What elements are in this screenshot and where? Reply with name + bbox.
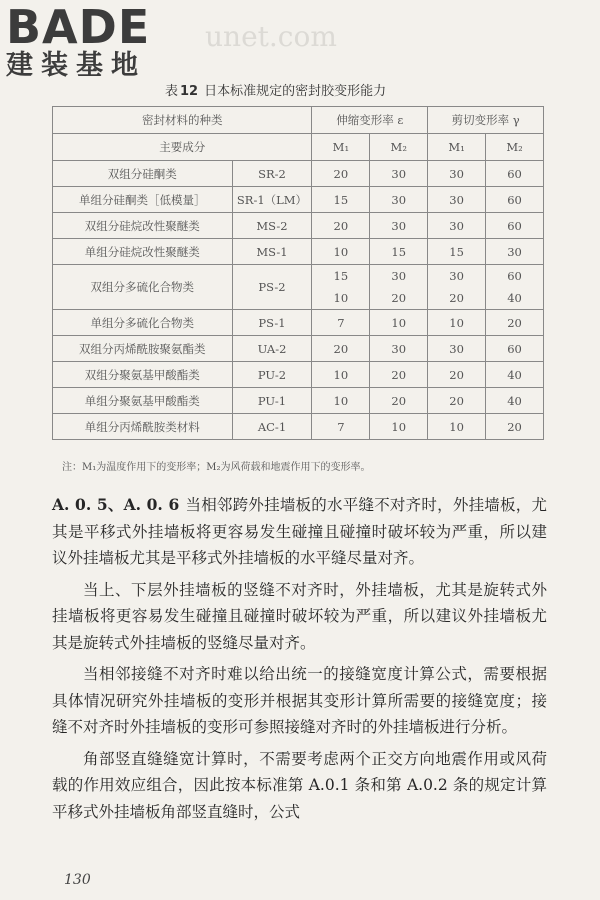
table-row [53,388,544,414]
table-row [53,336,544,362]
stretch-m2: 30 [370,213,428,239]
table-row [53,239,544,265]
value-bottom: 40 [507,291,522,305]
shear-m1 [428,265,486,310]
material-code: SR-1（LM） [232,187,312,213]
paragraph-1 [52,492,547,572]
stretch-m1: 20 [312,336,370,362]
shear-m2: 60 [486,336,544,362]
body-text [52,492,547,830]
logo-wordmark: BADE [6,0,151,54]
header-stretch: 伸缩变形率 ε [312,107,428,134]
header-shear: 剪切变形率 γ [428,107,544,134]
table-row [53,161,544,187]
material-code: PS-1 [232,310,312,336]
table-caption-title: 日本标准规定的密封胶变形能力 [204,84,387,99]
material-code: PS-2 [232,265,312,310]
value-bottom: 20 [449,291,464,305]
material-code: AC-1 [232,414,312,440]
material-name: 单组分多硫化合物类 [53,310,233,336]
material-code: UA-2 [232,336,312,362]
value-bottom: 20 [391,291,407,305]
shear-m1: 20 [428,388,486,414]
stretch-m2: 20 [370,388,428,414]
table-header-row [53,107,544,134]
table-subheader-row [53,134,544,161]
publisher-logo [6,0,181,82]
table-row [53,213,544,239]
material-code: PU-1 [232,388,312,414]
paragraph-1-text: 当相邻跨外挂墙板的水平缝不对齐时，外挂墙板，尤其是平移式外挂墙板将更容易发生碰撞且碰撞时破坏较为严重，所以建议外挂墙板尤其是平移式外挂墙板的水平缝尽量对齐。 [52,496,547,567]
table-row [53,265,544,310]
stretch-m1: 20 [312,161,370,187]
stretch-m1: 10 [312,362,370,388]
stretch-m1: 15 [312,187,370,213]
material-name: 双组分硅酮类 [53,161,233,187]
material-name: 双组分多硫化合物类 [53,265,233,310]
stretch-m2: 30 [370,161,428,187]
header-main-component: 主要成分 [53,134,312,161]
stretch-m2: 30 [370,336,428,362]
header-m1-shear: M₁ [428,134,486,161]
shear-m1: 10 [428,310,486,336]
paragraph-2: 当上、下层外挂墙板的竖缝不对齐时，外挂墙板，尤其是旋转式外挂墙板将更容易发生碰撞且碰撞时破坏较为严重，所以建议外挂墙板尤其是旋转式外挂墙板的竖缝尽量对齐。 [52,580,547,652]
material-name: 双组分聚氨基甲酸酯类 [53,362,233,388]
material-name: 单组分聚氨基甲酸酯类 [53,388,233,414]
watermark-text: unet.com [205,20,337,53]
stretch-m2: 10 [370,414,428,440]
stretch-m1 [312,265,370,310]
table-row [53,414,544,440]
shear-m2: 60 [486,187,544,213]
shear-m1: 15 [428,239,486,265]
value-top: 15 [333,269,349,283]
shear-m2: 40 [486,362,544,388]
stretch-m2 [370,265,428,310]
material-code: PU-2 [232,362,312,388]
header-m2: M₂ [370,134,428,161]
shear-m1: 30 [428,161,486,187]
shear-m1: 30 [428,213,486,239]
stretch-m1: 7 [312,414,370,440]
shear-m2: 20 [486,310,544,336]
material-code: SR-2 [232,161,312,187]
table-caption [165,80,386,99]
value-top: 30 [449,269,464,283]
shear-m2: 60 [486,161,544,187]
page-number: 130 [64,872,91,888]
header-m1: M₁ [312,134,370,161]
material-name: 单组分硅烷改性聚醚类 [53,239,233,265]
material-name: 双组分硅烷改性聚醚类 [53,213,233,239]
table-caption-number: 12 [180,84,199,99]
stretch-m2: 20 [370,362,428,388]
shear-m1: 30 [428,336,486,362]
sealant-deformation-table [52,106,544,440]
table-row [53,362,544,388]
stretch-m1: 10 [312,388,370,414]
stretch-m1: 7 [312,310,370,336]
logo-subtitle: 建装基地 [6,50,146,81]
shear-m1: 30 [428,187,486,213]
stretch-m1: 10 [312,239,370,265]
table-caption-prefix: 表 [165,84,179,99]
paragraph-4: 角部竖直缝缝宽计算时，不需要考虑两个正交方向地震作用或风荷载的作用效应组合，因此按本标准第 A.0.1 条和第 A.0.2 条的规定计算平移式外挂墙板角部竖直缝时，公式 [52,749,547,821]
table-note: 注：M₁为温度作用下的变形率；M₂为风荷载和地震作用下的变形率。 [62,462,371,473]
shear-m2 [486,265,544,310]
value-bottom: 10 [333,291,349,305]
material-code: MS-2 [232,213,312,239]
header-material: 密封材料的种类 [53,107,312,134]
material-name: 单组分丙烯酰胺类材料 [53,414,233,440]
shear-m2: 40 [486,388,544,414]
value-top: 30 [391,269,407,283]
shear-m1: 10 [428,414,486,440]
stretch-m1: 20 [312,213,370,239]
clause-number: A. 0. 5、A. 0. 6 [52,495,180,514]
material-name: 单组分硅酮类［低模量］ [53,187,233,213]
value-top: 60 [507,269,522,283]
stretch-m2: 10 [370,310,428,336]
shear-m2: 30 [486,239,544,265]
shear-m2: 20 [486,414,544,440]
header-m2-shear: M₂ [486,134,544,161]
table-row [53,187,544,213]
stretch-m2: 15 [370,239,428,265]
table-row [53,310,544,336]
paragraph-3: 当相邻接缝不对齐时难以给出统一的接缝宽度计算公式，需要根据具体情况研究外挂墙板的变形并根据其变形计算所需要的接缝宽度；接缝不对齐时外挂墙板的变形可参照接缝对齐时的外挂墙板进行分析。 [52,665,547,736]
stretch-m2: 30 [370,187,428,213]
material-name: 双组分丙烯酰胺聚氨酯类 [53,336,233,362]
material-code: MS-1 [232,239,312,265]
shear-m2: 60 [486,213,544,239]
shear-m1: 20 [428,362,486,388]
